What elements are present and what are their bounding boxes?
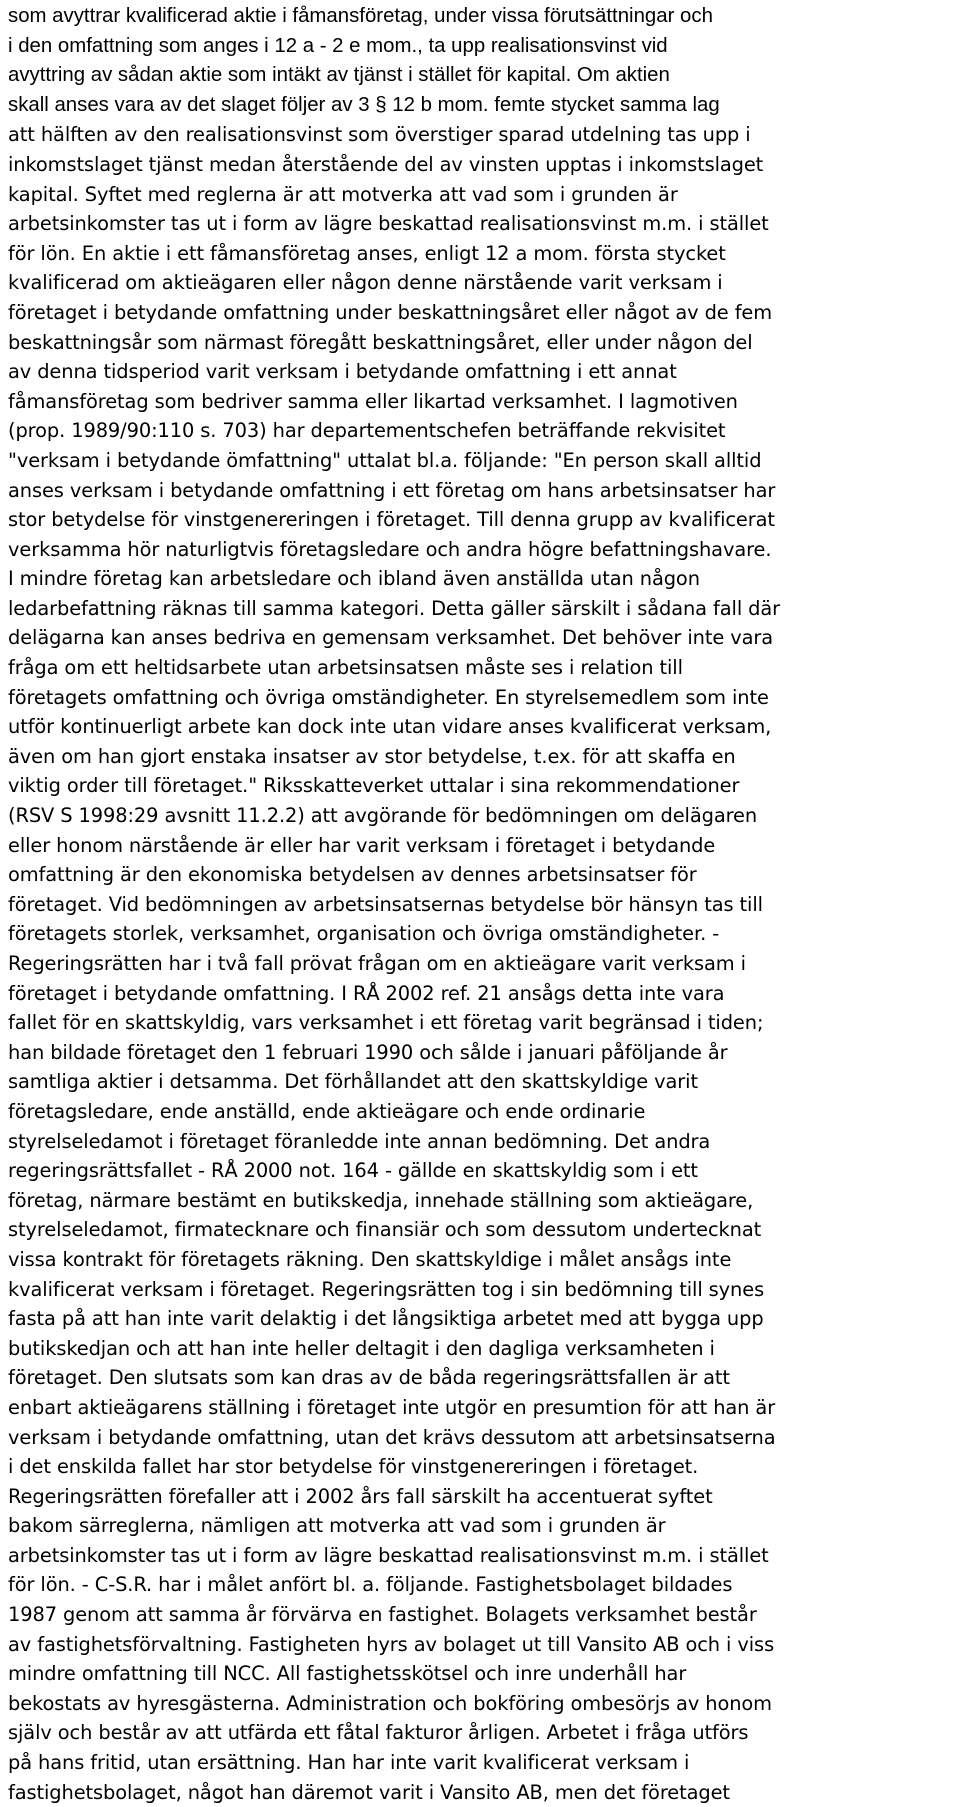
text-line: kvalificerat verksam i företaget. Regeringsrätten tog i sin bedömning till synes	[8, 1277, 765, 1301]
text-line: I mindre företag kan arbetsledare och ibland även anställda utan någon	[8, 567, 700, 591]
text-line: som avyttrar kvalificerad aktie i fåmansföretag, under vissa förutsättningar och	[8, 5, 713, 27]
text-line: själv och består av att utfärda ett fåtal fakturor årligen. Arbetet i fråga utförs	[8, 1721, 749, 1745]
text-line: viktig order till företaget." Riksskatteverket uttalar i sina rekommendationer	[8, 774, 740, 798]
text-line: i det enskilda fallet har stor betydelse för vinstgenereringen i företaget.	[8, 1455, 699, 1479]
text-line: fråga om ett heltidsarbete utan arbetsinsatsen måste ses i relation till	[8, 656, 683, 680]
text-line: eller honom närstående är eller har varit verksam i företaget i betydande	[8, 833, 716, 857]
text-line: företaget i betydande omfattning under beskattningsåret eller något av de fem	[8, 300, 773, 324]
text-line: fastighetsbolaget, något han däremot varit i Vansito AB, men det företaget	[8, 1780, 730, 1804]
text-line: butikskedjan och att han inte heller deltagit i den dagliga verksamheten i	[8, 1336, 715, 1360]
text-line: fåmansföretag som bedriver samma eller likartad verksamhet. I lagmotiven	[8, 389, 738, 413]
text-line: omfattning är den ekonomiska betydelsen av dennes arbetsinsatser för	[8, 863, 697, 887]
text-line: stor betydelse för vinstgenereringen i företaget. Till denna grupp av kvalificerat	[8, 508, 775, 532]
text-line: mindre omfattning till NCC. All fastighetsskötsel och inre underhåll har	[8, 1662, 687, 1686]
text-line: av fastighetsförvaltning. Fastigheten hyrs av bolaget ut till Vansito AB och i viss	[8, 1632, 775, 1656]
text-line: företaget. Den slutsats som kan dras av de båda regeringsrättsfallen är att	[8, 1366, 730, 1390]
text-line: företag, närmare bestämt en butikskedja, innehade ställning som aktieägare,	[8, 1188, 754, 1212]
text-line: 1987 genom att samma år förvärva en fastighet. Bolagets verksamhet består	[8, 1603, 757, 1627]
text-line: "verksam i betydande ömfattning" uttalat bl.a. följande: "En person skall alltid	[8, 448, 762, 472]
text-line: företagets omfattning och övriga omständigheter. En styrelsemedlem som inte	[8, 685, 769, 709]
text-line: samtliga aktier i detsamma. Det förhållandet att den skattskyldige varit	[8, 1070, 698, 1094]
text-line: företagets storlek, verksamhet, organisation och övriga omständigheter. -	[8, 922, 720, 946]
text-line: verksam i betydande omfattning, utan det krävs dessutom att arbetsinsatserna	[8, 1425, 776, 1449]
text-line: företaget i betydande omfattning. I RÅ 2002 ref. 21 ansågs detta inte vara	[8, 981, 725, 1005]
text-line: regeringsrättsfallet - RÅ 2000 not. 164 - gällde en skattskyldig som i ett	[8, 1159, 698, 1183]
text-line: han bildade företaget den 1 februari 1990 och sålde i januari påföljande år	[8, 1040, 728, 1064]
text-line: för lön. - C-S.R. har i målet anfört bl. a. följande. Fastighetsbolaget bildades	[8, 1573, 733, 1597]
text-line: beskattningsår som närmast föregått beskattningsåret, eller under någon del	[8, 330, 753, 354]
text-line: arbetsinkomster tas ut i form av lägre beskattad realisationsvinst m.m. i stället	[8, 1543, 769, 1567]
text-line: delägarna kan anses bedriva en gemensam verksamhet. Det behöver inte vara	[8, 626, 774, 650]
text-line: fallet för en skattskyldig, vars verksamhet i ett företag varit begränsad i tiden;	[8, 1011, 764, 1035]
text-line: enbart aktieägarens ställning i företaget inte utgör en presumtion för att han är	[8, 1395, 776, 1419]
text-line: på hans fritid, utan ersättning. Han har inte varit kvalificerat verksam i	[8, 1751, 690, 1775]
text-line: skall anses vara av det slaget följer av 3 § 12 b mom. femte stycket samma lag	[8, 93, 720, 116]
text-line: kapital. Syftet med reglerna är att motverka att vad som i grunden är	[8, 182, 678, 206]
text-line: bakom särreglerna, nämligen att motverka att vad som i grunden är	[8, 1514, 666, 1538]
text-line: även om han gjort enstaka insatser av stor betydelse, t.ex. för att skaffa en	[8, 744, 736, 768]
text-line: inkomstslaget tjänst medan återstående del av vinsten upptas i inkomstslaget	[8, 152, 764, 176]
text-line: ledarbefattning räknas till samma kategori. Detta gäller särskilt i sådana fall där	[8, 596, 781, 620]
text-line: avyttring av sådan aktie som intäkt av tjänst i stället för kapital. Om aktien	[8, 64, 670, 87]
text-line: (prop. 1989/90:110 s. 703) har departementschefen beträffande rekvisitet	[8, 419, 726, 443]
text-line: av denna tidsperiod varit verksam i betydande omfattning i ett annat	[8, 360, 677, 384]
text-line: styrelseledamot i företaget föranledde inte annan bedömning. Det andra	[8, 1129, 711, 1153]
text-line: utför kontinuerligt arbete kan dock inte utan vidare anses kvalificerat verksam,	[8, 715, 772, 739]
text-line: fasta på att han inte varit delaktig i det långsiktiga arbetet med att bygga upp	[8, 1307, 764, 1331]
text-line: i den omfattning som anges i 12 a - 2 e mom., ta upp realisationsvinst vid	[8, 34, 668, 57]
text-line: Regeringsrätten förefaller att i 2002 års fall särskilt ha accentuerat syftet	[8, 1484, 713, 1508]
text-line: arbetsinkomster tas ut i form av lägre beskattad realisationsvinst m.m. i stället	[8, 212, 769, 236]
text-line: att hälften av den realisationsvinst som överstiger sparad utdelning tas upp i	[8, 123, 751, 147]
text-line: verksamma hör naturligtvis företagsledare och andra högre befattningshavare.	[8, 537, 772, 561]
text-line: (RSV S 1998:29 avsnitt 11.2.2) att avgörande för bedömningen om delägaren	[8, 804, 758, 828]
text-line: styrelseledamot, firmatecknare och finansiär och som dessutom undertecknat	[8, 1218, 762, 1242]
text-line: för lön. En aktie i ett fåmansföretag anses, enligt 12 a mom. första stycket	[8, 241, 726, 265]
text-line: bekostats av hyresgästerna. Administration och bokföring ombesörjs av honom	[8, 1691, 772, 1715]
text-line: företagsledare, ende anställd, ende aktieägare och ende ordinarie	[8, 1099, 646, 1123]
text-line: kvalificerad om aktieägaren eller någon denne närstående varit verksam i	[8, 271, 723, 295]
text-line: Regeringsrätten har i två fall prövat frågan om en aktieägare varit verksam i	[8, 952, 746, 975]
text-line: anses verksam i betydande omfattning i ett företag om hans arbetsinsatser har	[8, 478, 776, 502]
text-line: företaget. Vid bedömningen av arbetsinsatsernas betydelse bör hänsyn tas till	[8, 892, 763, 916]
text-line: vissa kontrakt för företagets räkning. Den skattskyldige i målet ansågs inte	[8, 1247, 732, 1271]
